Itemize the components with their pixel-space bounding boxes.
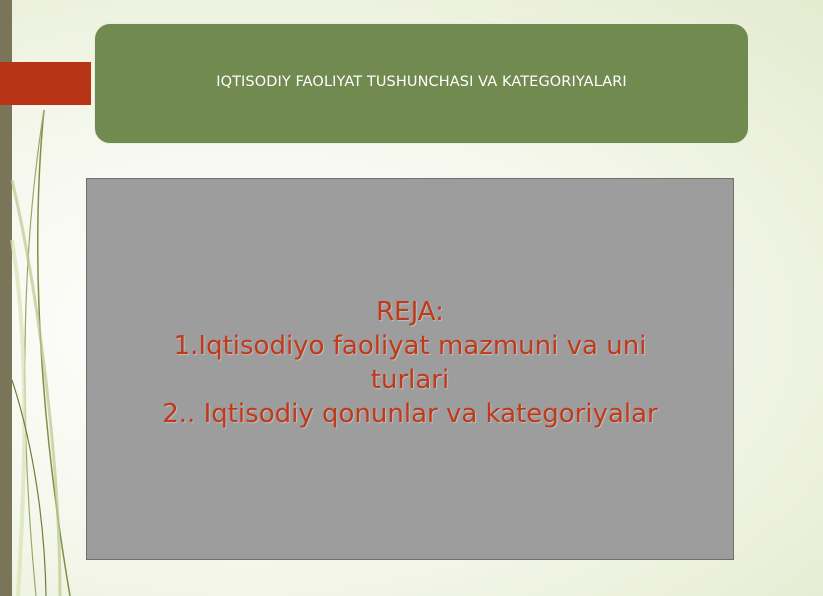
content-text <box>87 295 733 431</box>
content-heading: REJA: <box>376 297 444 327</box>
title-box <box>94 23 749 144</box>
accent-bar <box>0 62 91 105</box>
content-item-1-line-2: turlari <box>370 365 450 395</box>
content-box <box>86 178 734 560</box>
slide-title: IQTISODIY FAOLIYAT TUSHUNCHASI VA KATEGORIYALARI <box>216 73 627 90</box>
content-item-2: 2.. Iqtisodiy qonunlar va kategoriyalar <box>162 399 658 429</box>
content-item-1-line-1: 1.Iqtisodiyo faoliyat mazmuni va uni <box>173 331 647 361</box>
